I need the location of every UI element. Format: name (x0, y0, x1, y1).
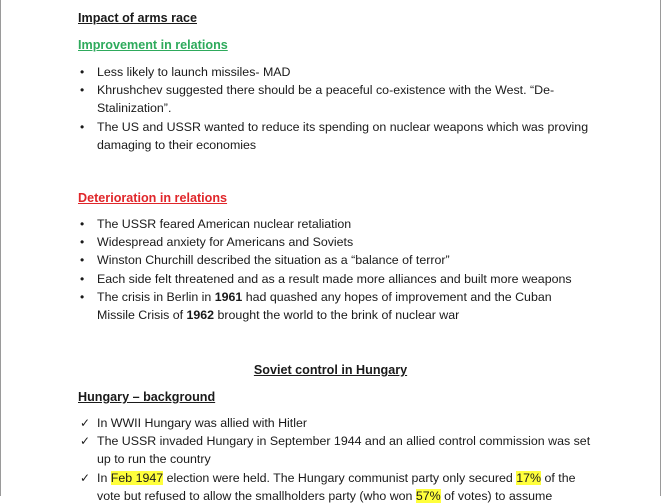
heading-soviet-control: Soviet control in Hungary (253, 363, 408, 377)
text: Winston Churchill described the situation as a “balance of terror” (97, 253, 450, 268)
list-item-line (97, 433, 590, 449)
list-item-line (97, 415, 307, 431)
checkmark-icon: ✓ (80, 470, 91, 485)
text: The crisis in Berlin in (97, 289, 215, 304)
bullet-icon: • (80, 217, 85, 231)
checkmark-icon: ✓ (80, 434, 91, 449)
bullet-icon: • (80, 235, 85, 250)
text: The USSR invaded Hungary in September 1944 and an allied control commission was set (97, 434, 591, 449)
list-item-line (97, 100, 171, 116)
bullet-icon: • (80, 289, 85, 304)
bold-text: 1961 (214, 289, 243, 304)
text: brought the world to the brink of nuclear war (214, 308, 460, 322)
text: In (97, 470, 111, 485)
text: up to run the country (97, 452, 211, 467)
text: had quashed any hopes of improvement and the Cuban (242, 289, 552, 304)
bullet-icon: • (80, 271, 85, 286)
heading-deterioration: Deterioration in relations (78, 191, 228, 205)
list-item-line (97, 451, 211, 467)
list-item-line (97, 252, 450, 268)
heading-soviet-wrap (0, 362, 661, 378)
text: Widespread anxiety for Americans and Soviets (97, 235, 354, 250)
text: Each side felt threatened and as a result made more alliances and built more weapons (97, 271, 572, 286)
text: of votes) to assume (440, 488, 553, 503)
text: The US and USSR wanted to reduce its spending on nuclear weapons which was proving (97, 119, 589, 134)
list-item-line (97, 82, 554, 98)
bullet-icon: • (80, 253, 85, 268)
list-item-line (97, 64, 291, 80)
text: vote but refused to allow the smallholders party (who won (97, 488, 416, 503)
highlighted-text: Feb 1947 (110, 470, 164, 485)
bullet-icon: • (80, 65, 85, 79)
text: Stalinization”. (97, 101, 172, 116)
bold-text: 1962 (186, 308, 215, 322)
highlighted-text: 57% (415, 488, 441, 503)
text: Khrushchev suggested there should be a peaceful co-existence with the West. “De- (97, 83, 555, 98)
list-item-line (97, 234, 353, 250)
heading-improvement: Improvement in relations (78, 38, 228, 52)
list-item-line (97, 271, 572, 287)
list-item-line (97, 137, 256, 153)
bullet-icon: • (80, 119, 85, 134)
list-item-line (97, 307, 459, 323)
highlighted-text: 17% (516, 470, 542, 485)
list-item-line (97, 470, 576, 486)
text: election were held. The Hungary communist party only secured (163, 470, 517, 485)
text: In WWII Hungary was allied with Hitler (97, 416, 308, 430)
page-left-edge (0, 0, 1, 496)
text: Less likely to launch missiles- MAD (97, 65, 291, 79)
list-item-line (97, 119, 588, 135)
bullet-icon: • (80, 83, 85, 98)
text: damaging to their economies (97, 137, 257, 152)
text: Missile Crisis of (97, 308, 187, 322)
heading-impact-of-arms-race: Impact of arms race (78, 11, 197, 25)
text: of the (541, 470, 576, 485)
heading-hungary-background: Hungary – background (78, 390, 216, 404)
list-item-line (97, 289, 552, 305)
text: The USSR feared American nuclear retaliation (97, 217, 352, 231)
list-item-line (97, 216, 351, 232)
checkmark-icon: ✓ (80, 416, 91, 430)
